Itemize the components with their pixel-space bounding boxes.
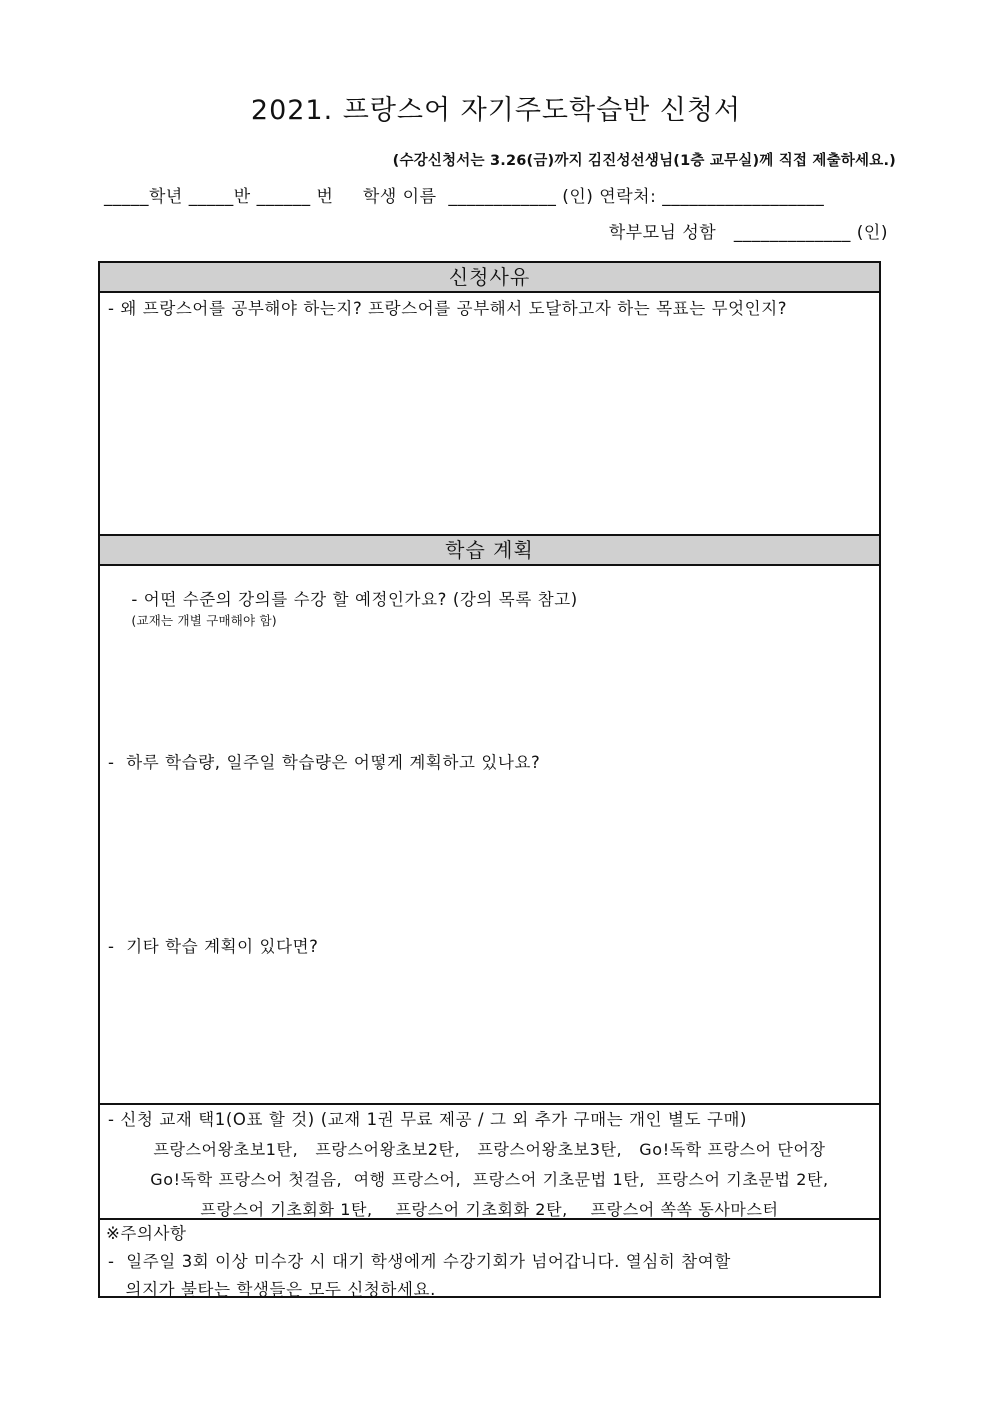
caution-line-1: - 일주일 3회 이상 미수강 시 대기 학생에게 수강기회가 넘어갑니다. 열심히 참여할: [108, 1252, 731, 1271]
divider: [100, 1218, 879, 1220]
plan-question-other: - 기타 학습 계획이 있다면?: [108, 937, 319, 956]
plan-question-level-note: (교재는 개별 구매해야 함): [131, 613, 277, 628]
books-title: - 신청 교재 택1(O표 할 것) (교재 1권 무료 제공 / 그 외 추가 구매는 개인 별도 구매): [108, 1110, 748, 1129]
submission-notice: (수강신청서는 3.26(금)까지 김진성선생님(1층 교무실)께 직접 제출하세요.): [392, 153, 896, 169]
books-row-2: Go!독학 프랑스어 첫걸음, 여행 프랑스어, 프랑스어 기초문법 1탄, 프랑스어 기초문법 2탄,: [150, 1170, 829, 1189]
plan-question-level-text: - 어떤 수준의 강의를 수강 할 예정인가요? (강의 목록 참고): [131, 590, 578, 609]
page-title: 2021. 프랑스어 자기주도학습반 신청서: [250, 95, 742, 126]
student-info-line: _____학년 _____반 ______ 번 학생 이름 ____________ (인) 연락처: __________________: [104, 187, 825, 207]
reason-question: - 왜 프랑스어를 공부해야 하는지? 프랑스어를 공부해서 도달하고자 하는 목표는 무엇인지?: [108, 299, 788, 318]
parent-signature-line: 학부모님 성함 _____________ (인): [608, 223, 888, 243]
plan-header: 학습 계획: [100, 534, 879, 566]
caution-line-2: 의지가 불타는 학생들은 모두 신청하세요.: [108, 1280, 436, 1299]
reason-header: 신청사유: [100, 263, 879, 293]
divider: [100, 1103, 879, 1105]
application-form: [98, 261, 881, 1298]
plan-question-amount: - 하루 학습량, 일주일 학습량은 어떻게 계획하고 있나요?: [108, 753, 541, 772]
caution-title: ※주의사항: [106, 1224, 187, 1243]
plan-question-level: [108, 567, 578, 648]
books-row-1: 프랑스어왕초보1탄, 프랑스어왕초보2탄, 프랑스어왕초보3탄, Go!독학 프랑스어 단어장: [153, 1140, 826, 1159]
books-row-3: 프랑스어 기초회화 1탄, 프랑스어 기초회화 2탄, 프랑스어 쏙쏙 동사마스터: [200, 1200, 779, 1219]
